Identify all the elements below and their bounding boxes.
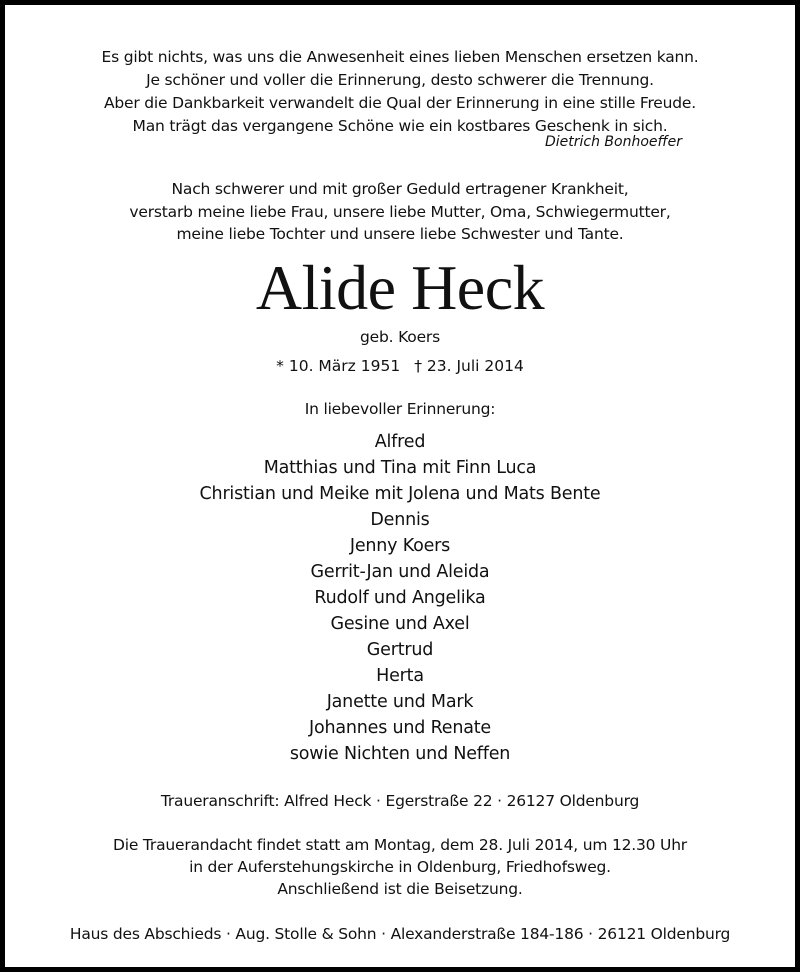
quote-line: Aber die Dankbarkeit verwandelt die Qual der Erinnerung in eine stille Freude. <box>104 94 696 112</box>
quote-line: Man trägt das vergangene Schöne wie ein kostbares Geschenk in sich. <box>132 117 668 135</box>
mourner-line: Dennis <box>370 510 430 530</box>
mourner-line: sowie Nichten und Neffen <box>289 744 511 764</box>
intro-line: Nach schwerer und mit großer Geduld ertragener Krankheit, <box>171 180 629 198</box>
intro-line: verstarb meine liebe Frau, unsere liebe Mutter, Oma, Schwiegermutter, <box>129 203 671 221</box>
mourning-address: Traueranschrift: Alfred Heck · Egerstraße 22 · 26127 Oldenburg <box>160 792 640 810</box>
mourner-line: Gerrit-Jan und Aleida <box>310 562 490 582</box>
service-line: Die Trauerandacht findet statt am Montag, dem 28. Juli 2014, um 12.30 Uhr <box>113 836 687 854</box>
mourner-line: Gesine und Axel <box>330 614 470 634</box>
death-date: † 23. Juli 2014 <box>414 357 524 375</box>
quote-author: Dietrich Bonhoeffer <box>544 134 682 150</box>
service-line: in der Auferstehungskirche in Oldenburg, Friedhofsweg. <box>189 858 611 876</box>
maiden-name: geb. Koers <box>360 328 440 346</box>
quote-line: Es gibt nichts, was uns die Anwesenheit eines lieben Menschen ersetzen kann. <box>101 48 699 66</box>
deceased-name: Alide Heck <box>255 252 545 323</box>
intro-line: meine liebe Tochter und unsere liebe Schwester und Tante. <box>176 225 624 243</box>
funeral-home: Haus des Abschieds · Aug. Stolle & Sohn · Alexanderstraße 184-186 · 26121 Oldenburg <box>69 925 731 943</box>
birth-date: * 10. März 1951 <box>276 357 401 375</box>
mourner-line: Johannes und Renate <box>309 718 491 738</box>
service-line: Anschließend ist die Beisetzung. <box>277 880 523 898</box>
mourner-line: Jenny Koers <box>349 536 451 556</box>
memory-label: In liebevoller Erinnerung: <box>304 400 496 418</box>
mourner-line: Alfred <box>374 432 426 452</box>
mourner-line: Gertrud <box>366 640 434 660</box>
mourner-line: Christian und Meike mit Jolena und Mats Bente <box>199 484 601 504</box>
mourner-line: Herta <box>376 666 424 686</box>
life-dates <box>0 357 800 375</box>
mourner-line: Janette und Mark <box>326 692 474 712</box>
mourner-line: Matthias und Tina mit Finn Luca <box>263 458 537 478</box>
quote-line: Je schöner und voller die Erinnerung, desto schwerer die Trennung. <box>146 71 654 89</box>
mourner-line: Rudolf und Angelika <box>314 588 486 608</box>
